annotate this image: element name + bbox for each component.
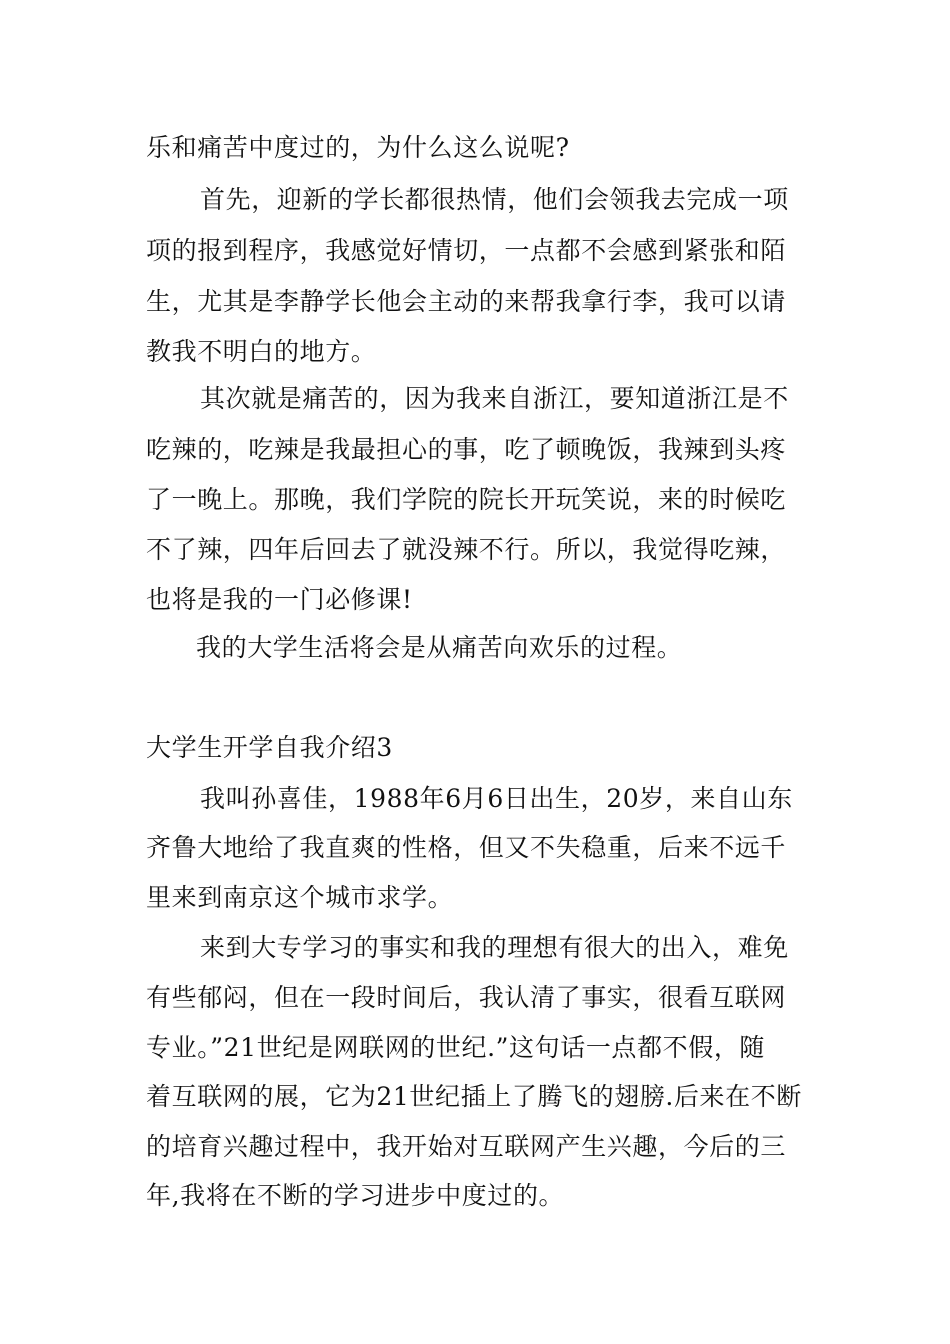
paragraph-line: 里来到南京这个城市求学。: [146, 883, 454, 912]
paragraph-line: 也将是我的一门必修课!: [146, 585, 413, 614]
paragraph-line: 专业。”21世纪是网联网的世纪.”这句话一点都不假，随: [146, 1033, 766, 1062]
paragraph-line: 首先，迎新的学长都很热情，他们会领我去完成一项: [200, 185, 789, 214]
paragraph-line: 不了辣，四年后回去了就没辣不行。所以，我觉得吃辣，: [146, 535, 787, 564]
paragraph-line: 着互联网的展，它为21世纪插上了腾飞的翅膀.后来在不断: [146, 1082, 802, 1111]
paragraph-line: 我的大学生活将会是从痛苦向欢乐的过程。: [196, 633, 683, 662]
paragraph-line: 教我不明白的地方。: [146, 337, 377, 366]
paragraph-line: 乐和痛苦中度过的，为什么这么说呢?: [146, 133, 570, 162]
paragraph-line: 的培育兴趣过程中，我开始对互联网产生兴趣，今后的三: [146, 1132, 787, 1161]
section-heading: 大学生开学自我介绍3: [146, 733, 393, 762]
paragraph-line: 齐鲁大地给了我直爽的性格，但又不失稳重，后来不远千: [146, 833, 787, 862]
paragraph-line: 生，尤其是李静学长他会主动的来帮我拿行李，我可以请: [146, 287, 787, 316]
paragraph-line: 吃辣的，吃辣是我最担心的事，吃了顿晚饭，我辣到头疼: [146, 435, 787, 464]
paragraph-line: 其次就是痛苦的，因为我来自浙江，要知道浙江是不: [200, 384, 789, 413]
paragraph-line: 来到大专学习的事实和我的理想有很大的出入，难免: [200, 933, 789, 962]
paragraph-line: 我叫孙喜佳，1988年6月6日出生，20岁，来自山东: [200, 784, 793, 813]
paragraph-line: 了一晚上。那晚，我们学院的院长开玩笑说，来的时候吃: [146, 485, 787, 514]
paragraph-line: 有些郁闷，但在一段时间后，我认清了事实，很看互联网: [146, 983, 787, 1012]
paragraph-line: 年,我将在不断的学习进步中度过的。: [146, 1181, 565, 1210]
paragraph-line: 项的报到程序，我感觉好情切，一点都不会感到紧张和陌: [146, 236, 787, 265]
